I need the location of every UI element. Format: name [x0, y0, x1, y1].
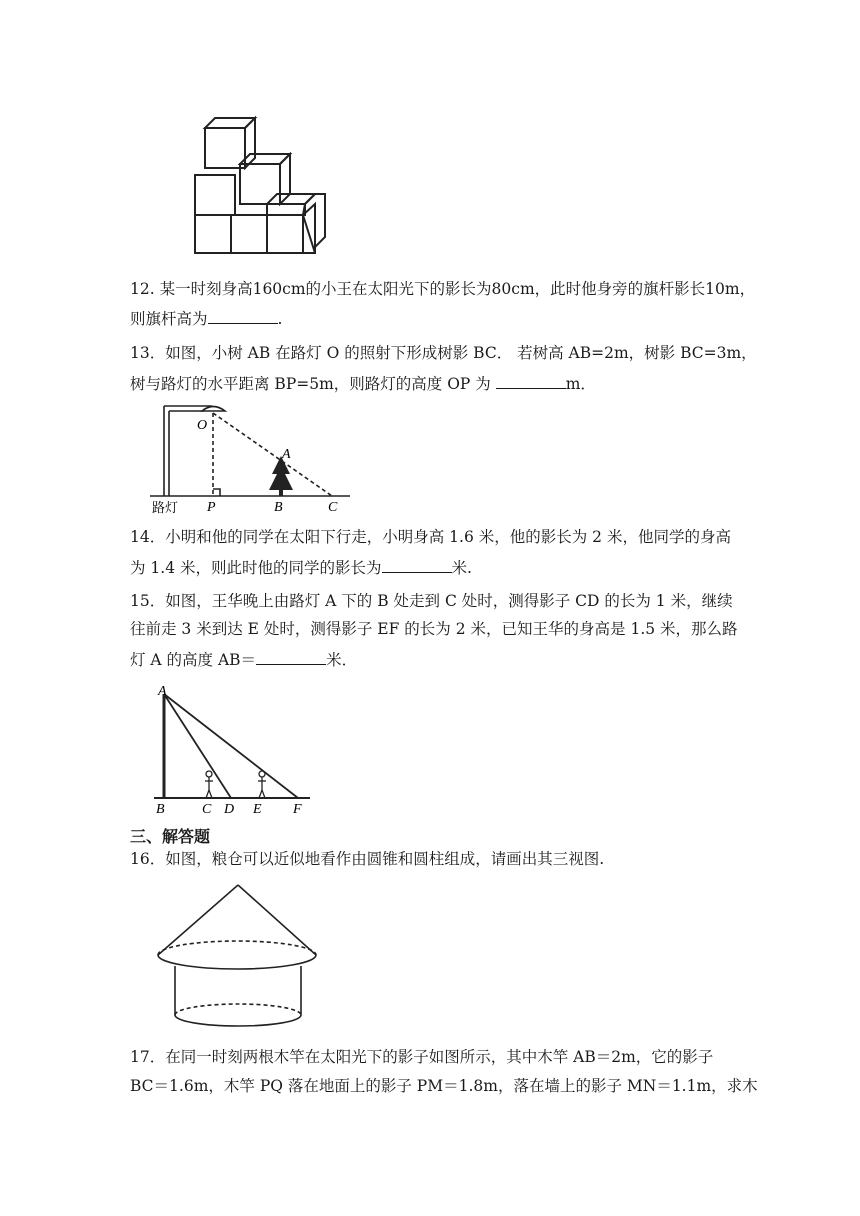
q12-text: 则旗杆高为: [130, 310, 208, 328]
q17-line1: 17．在同一时刻两根木竿在太阳光下的影子如图所示，其中木竿 AB＝2m，它的影子: [130, 1048, 714, 1066]
streetlamp-tree-figure: [150, 398, 355, 516]
label-streetlamp: 路灯: [152, 501, 179, 516]
q14-line1: 14．小明和他的同学在太阳下行走，小明身高 1.6 米，他的影长为 2 米，他同学的身高: [130, 528, 731, 546]
q15-line1: 15．如图，王华晚上由路灯 A 下的 B 处走到 C 处时，测得影子 CD 的长为 1 米，继续: [130, 592, 733, 610]
q15-answer-blank: [256, 648, 326, 665]
label-O: O: [197, 418, 208, 433]
q15-line3: 灯 A 的高度 AB＝ 米．: [130, 648, 740, 670]
label-A: A: [158, 684, 167, 699]
q12-answer-blank: [208, 307, 278, 324]
q12-line2: 则旗杆高为 .: [130, 307, 740, 329]
q13-text: 树与路灯的水平距离 BP=5m，则路灯的高度 OP 为: [130, 375, 496, 393]
label-C: C: [202, 802, 212, 817]
cube-stack-figure: [185, 112, 330, 257]
q14-answer-blank: [382, 556, 452, 573]
q15-text: 灯 A 的高度 AB＝: [130, 651, 257, 669]
q13-answer-blank: [496, 372, 566, 389]
label-E: E: [253, 802, 262, 817]
section-title: 三、解答题: [130, 827, 211, 846]
label-D: D: [224, 802, 235, 817]
q14-text: 为 1.4 米，则此时他的同学的影长为: [130, 559, 382, 577]
lamp-shadow-figure: [150, 682, 315, 817]
label-P: P: [207, 500, 216, 515]
label-F: F: [293, 802, 302, 817]
q16-line1: 16．如图，粮仓可以近似地看作由圆锥和圆柱组成，请画出其三视图.: [130, 850, 605, 868]
q13-line1: 13．如图，小树 AB 在路灯 O 的照射下形成树影 BC． 若树高 AB=2m，树影 BC=3m，: [130, 344, 757, 362]
q12-line1: 12. 某一时刻身高160cm的小王在太阳光下的影长为80cm，此时他身旁的旗杆影长10m，: [130, 280, 756, 298]
label-C: C: [328, 500, 338, 515]
q13-line2: 树与路灯的水平距离 BP=5m，则路灯的高度 OP 为 m．: [130, 372, 740, 394]
granary-figure: [155, 880, 325, 1032]
label-A: A: [282, 447, 291, 462]
q14-line2: 为 1.4 米，则此时他的同学的影长为 米.: [130, 556, 740, 578]
label-B: B: [274, 500, 283, 515]
q17-line2: BC＝1.6m，木竿 PQ 落在地面上的影子 PM＝1.8m，落在墙上的影子 MN＝1.1m，求木: [130, 1077, 758, 1095]
label-B: B: [156, 802, 165, 817]
q15-line2: 往前走 3 米到达 E 处时，测得影子 EF 的长为 2 米，已知王华的身高是 1.5 米，那么路: [130, 620, 738, 638]
